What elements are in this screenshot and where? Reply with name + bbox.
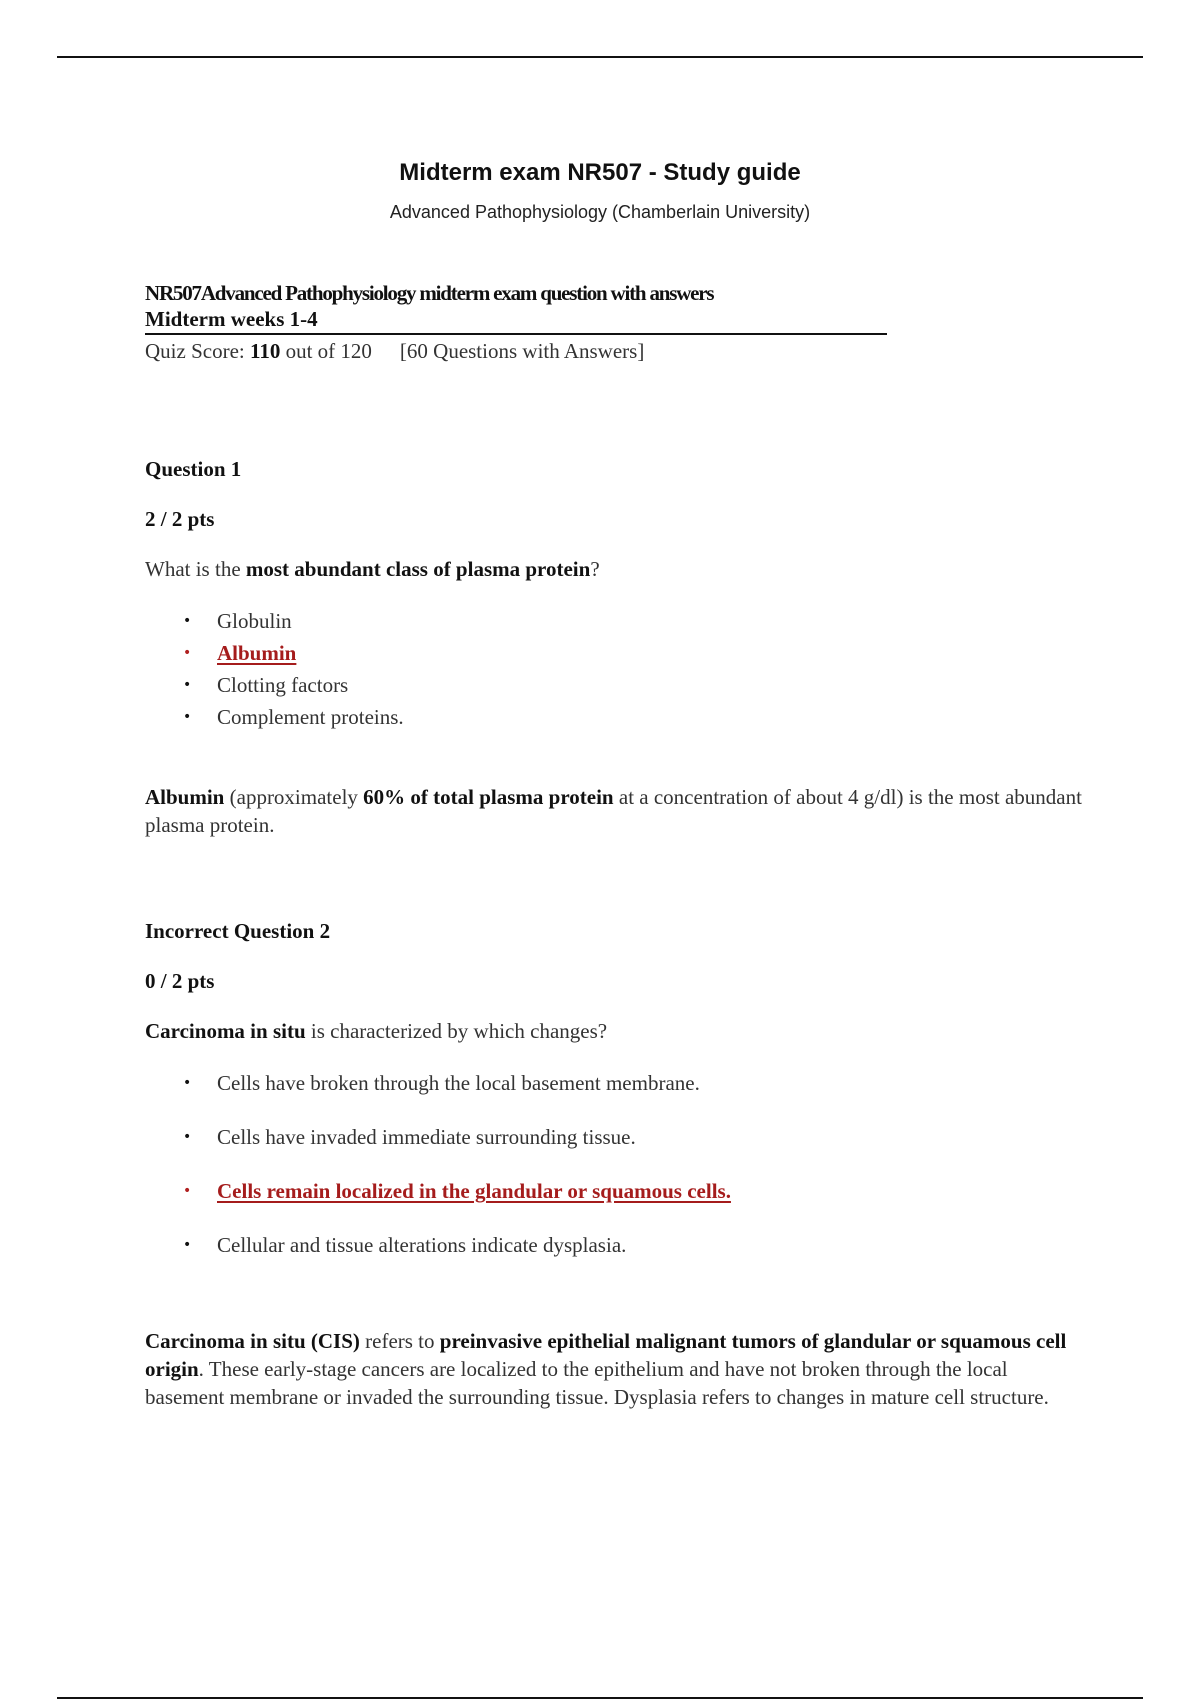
question-1-points: 2 / 2 pts: [145, 507, 215, 531]
option-text: Albumin: [217, 641, 297, 665]
option-item: [145, 1121, 1085, 1153]
bullet-icon: •: [183, 677, 192, 693]
option-item: [145, 1229, 1085, 1261]
option-text: Clotting factors: [217, 673, 349, 697]
explanation-text: (approximately: [224, 785, 364, 809]
option-item: [145, 701, 1085, 733]
prompt-text: What is the: [145, 557, 246, 581]
bullet-icon: •: [183, 1075, 192, 1091]
option-item: [145, 669, 1085, 701]
bottom-rule: [57, 1697, 1143, 1699]
option-text: Complement proteins.: [217, 705, 404, 729]
question-2-options: [145, 1067, 1085, 1261]
option-item: [145, 605, 1085, 637]
document-header: [0, 158, 1200, 223]
document-subtitle: Advanced Pathophysiology (Chamberlain University): [389, 202, 811, 222]
option-item-correct: [145, 637, 1085, 669]
explanation-emphasis: 60% of total plasma protein: [363, 785, 614, 809]
question-2-prompt: [145, 1017, 1085, 1045]
question-2-heading: Incorrect Question 2: [145, 919, 331, 943]
top-rule: [57, 56, 1143, 58]
questions-note: [60 Questions with Answers]: [399, 339, 645, 363]
question-2-points: 0 / 2 pts: [145, 969, 215, 993]
bullet-icon: •: [183, 1237, 192, 1253]
document-body: [145, 280, 1085, 1411]
explanation-emphasis: Carcinoma in situ (CIS): [145, 1329, 360, 1353]
bullet-icon: •: [183, 613, 192, 629]
score-label: Quiz Score:: [145, 339, 245, 363]
bullet-icon: •: [183, 1129, 192, 1145]
question-1-heading: Question 1: [145, 457, 242, 481]
prompt-emphasis: Carcinoma in situ: [145, 1019, 306, 1043]
explanation-text: at a concentration of about 4 g/dl) is the most abundant plasma protein.: [145, 785, 1082, 837]
score-suffix: out of 120: [285, 339, 372, 363]
question-2-explanation: [145, 1327, 1085, 1411]
bullet-icon: •: [183, 1183, 192, 1199]
quiz-score-line: [145, 337, 1085, 365]
option-item: [145, 1067, 1085, 1099]
question-1-explanation: [145, 783, 1085, 839]
explanation-text: refers to: [359, 1329, 440, 1353]
option-text: Cells have invaded immediate surrounding tissue.: [217, 1125, 636, 1149]
question-1-prompt: [145, 555, 1085, 583]
option-item-correct: [145, 1175, 1085, 1207]
option-text: Cellular and tissue alterations indicate dysplasia.: [217, 1233, 627, 1257]
prompt-text: is characterized by which changes?: [305, 1019, 608, 1043]
score-value: 110: [249, 339, 281, 363]
bullet-icon: •: [183, 645, 192, 661]
document-title: Midterm exam NR507 - Study guide: [399, 159, 801, 186]
intro-subheading: Midterm weeks 1-4: [145, 306, 887, 335]
prompt-emphasis: most abundant class of plasma protein: [245, 557, 591, 581]
bullet-icon: •: [183, 709, 192, 725]
option-text: Cells remain localized in the glandular or squamous cells.: [217, 1179, 731, 1203]
question-1-options: [145, 605, 1085, 733]
option-text: Cells have broken through the local basement membrane.: [217, 1071, 700, 1095]
prompt-text-end: ?: [590, 557, 600, 581]
explanation-text: . These early-stage cancers are localized to the epithelium and have not broken through the local basement membrane or invaded the surrounding tissue. Dysplasia refers to changes in mature cell structure.: [145, 1357, 1049, 1409]
intro-heading: NR507Advanced Pathophysiology midterm exam question with answers: [145, 281, 714, 305]
explanation-emphasis: Albumin: [145, 785, 225, 809]
explanation-emphasis: preinvasive epithelial malignant tumors of glandular or squamous cell origin: [145, 1329, 1067, 1381]
option-text: Globulin: [217, 609, 292, 633]
